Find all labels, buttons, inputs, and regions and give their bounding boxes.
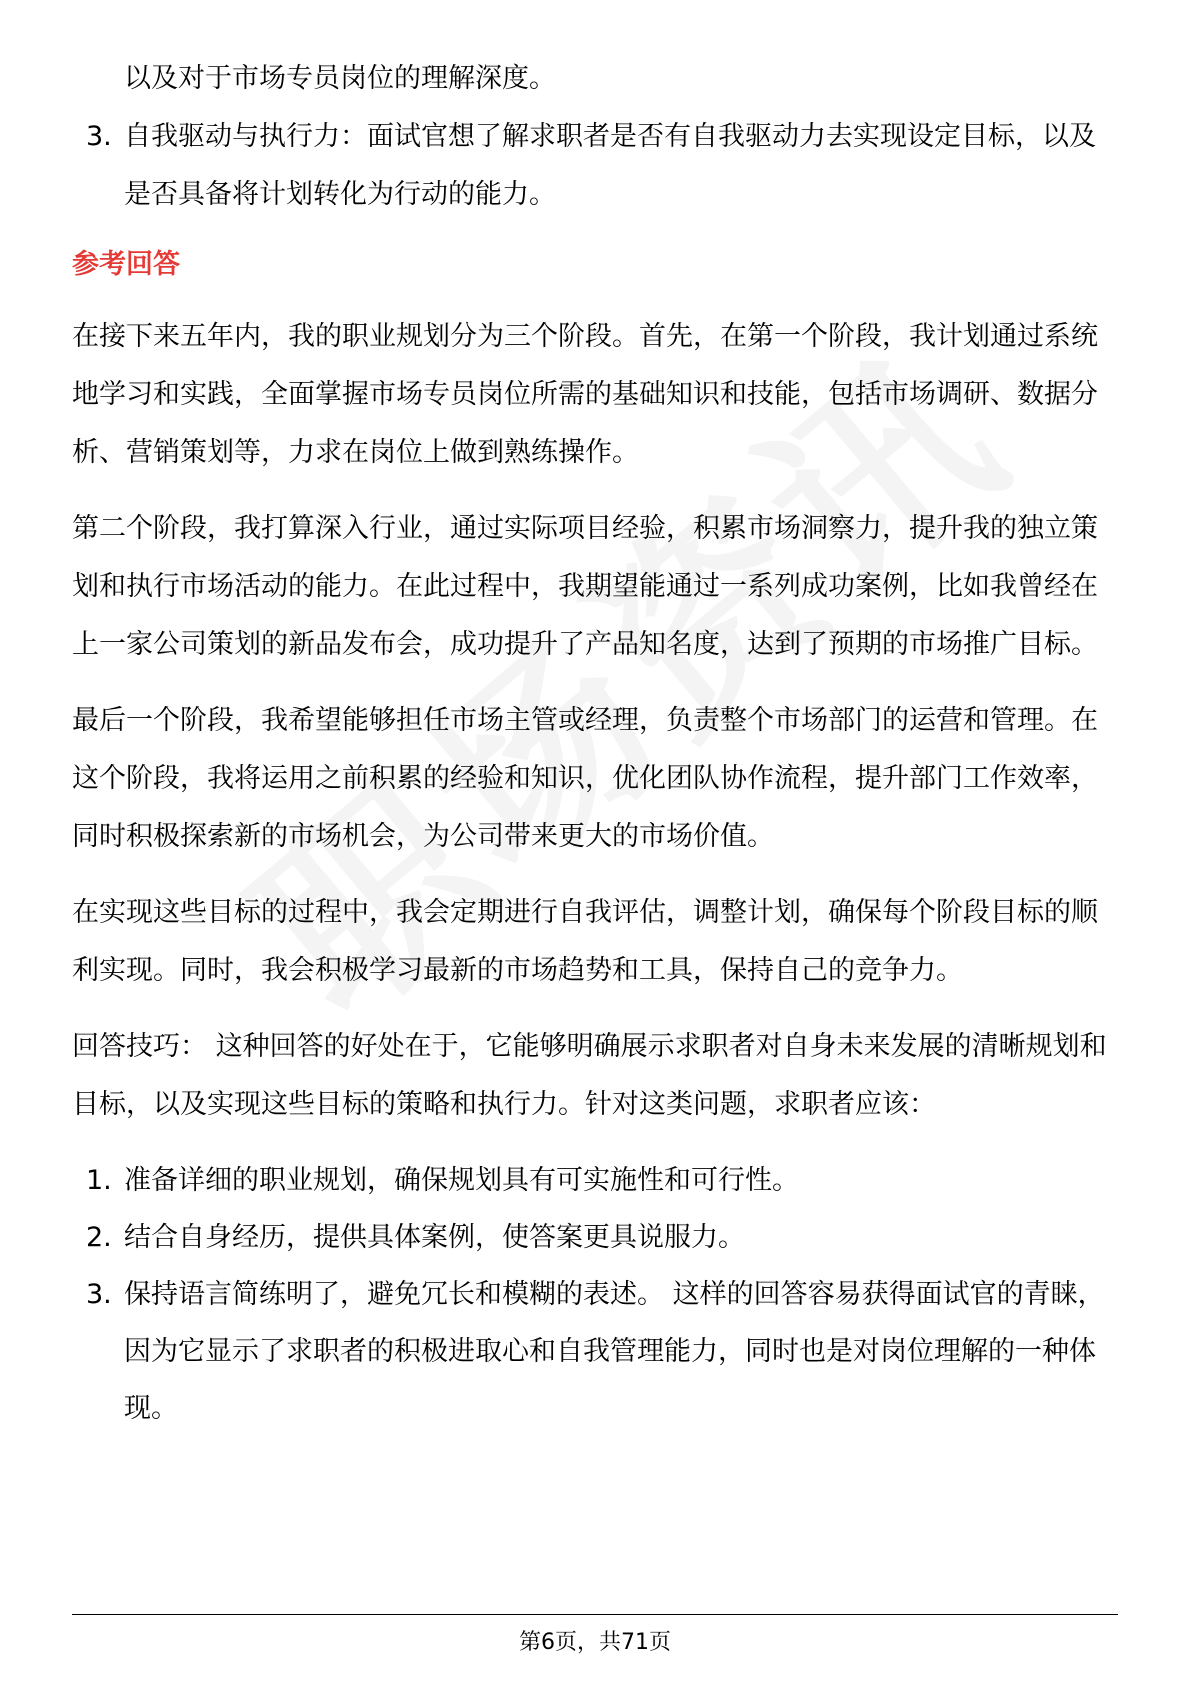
- list-number: 1.: [86, 1165, 112, 1196]
- tips-list: [72, 1152, 1118, 1437]
- list-item-text: 保持语言简练明了，避免冗长和模糊的表述。 这样的回答容易获得面试官的青睐，因为它显示了求职者的积极进取心和自我管理能力，同时也是对岗位理解的一种体现。: [124, 1279, 1105, 1424]
- list-item: [72, 1209, 1118, 1266]
- footer-divider: [72, 1614, 1118, 1615]
- tips-intro-paragraph: 回答技巧： 这种回答的好处在于，它能够明确展示求职者对自身未来发展的清晰规划和目标，以及实现这些目标的策略和执行力。针对这类问题，求职者应该：: [72, 1031, 1107, 1120]
- page-number: 第6页，共71页: [519, 1630, 671, 1655]
- section-heading: 参考回答: [72, 249, 180, 280]
- list-number: 3.: [86, 1279, 112, 1310]
- answer-paragraph: 在接下来五年内，我的职业规划分为三个阶段。首先，在第一个阶段，我计划通过系统地学习和实践，全面掌握市场专员岗位所需的基础知识和技能，包括市场调研、数据分析、营销策划等，力求在岗位上做到熟练操作。: [72, 321, 1098, 468]
- answer-paragraph: 最后一个阶段，我希望能够担任市场主管或经理，负责整个市场部门的运营和管理。在这个阶段，我将运用之前积累的经验和知识，优化团队协作流程，提升部门工作效率，同时积极探索新的市场机会，为公司带来更大的市场价值。: [72, 705, 1098, 852]
- answer-paragraph: 在实现这些目标的过程中，我会定期进行自我评估，调整计划，确保每个阶段目标的顺利实现。同时，我会积极学习最新的市场趋势和工具，保持自己的竞争力。: [72, 897, 1098, 986]
- list-item-text: 准备详细的职业规划，确保规划具有可实施性和可行性。: [124, 1165, 799, 1196]
- list-item: [72, 1152, 1118, 1209]
- list-item-text: 自我驱动与执行力：面试官想了解求职者是否有自我驱动力去实现设定目标，以及是否具备将计划转化为行动的能力。: [124, 121, 1096, 210]
- list-item-continuation: 以及对于市场专员岗位的理解深度。: [124, 63, 556, 94]
- page-content: [72, 50, 1118, 1437]
- list-item: [72, 108, 1118, 224]
- list-item-text: 结合自身经历，提供具体案例，使答案更具说服力。: [124, 1222, 745, 1253]
- answer-paragraph: 第二个阶段，我打算深入行业，通过实际项目经验，积累市场洞察力，提升我的独立策划和执行市场活动的能力。在此过程中，我期望能通过一系列成功案例，比如我曾经在上一家公司策划的新品发布会，成功提升了产品知名度，达到了预期的市场推广目标。: [72, 513, 1098, 660]
- list-number: 2.: [86, 1222, 112, 1253]
- list-number: 3.: [86, 121, 112, 152]
- list-item: [72, 1266, 1118, 1437]
